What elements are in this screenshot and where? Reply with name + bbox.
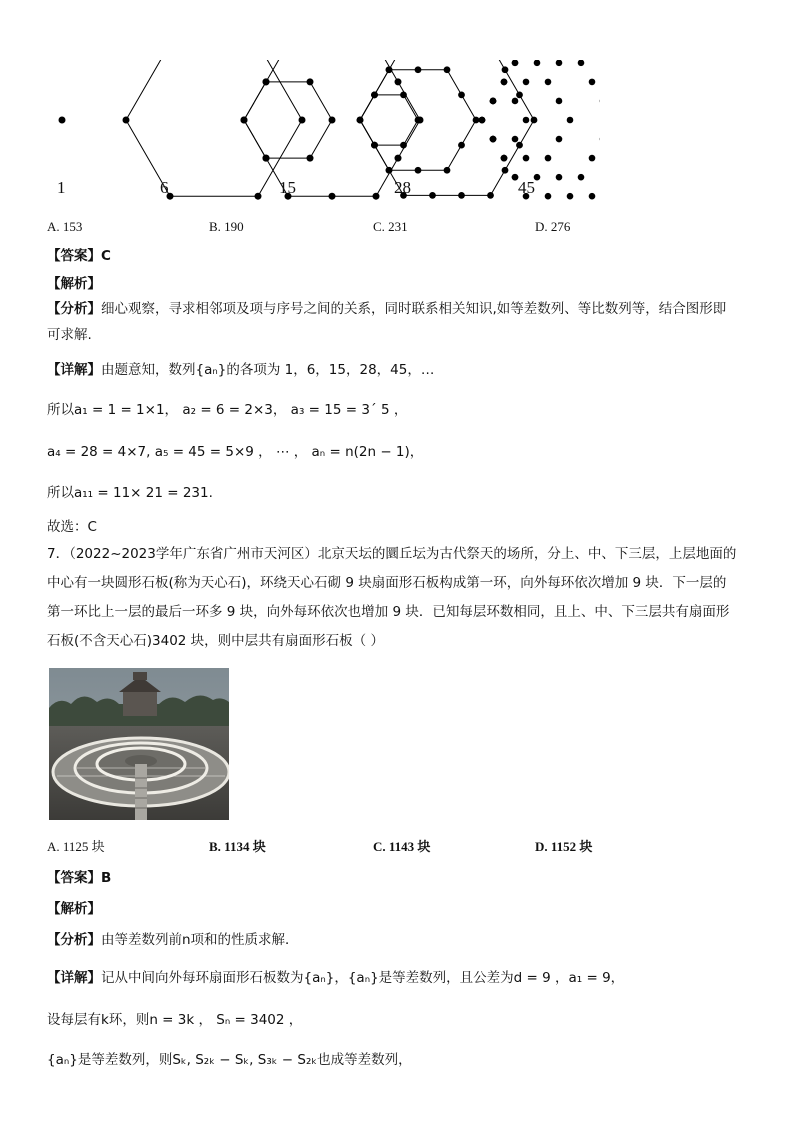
q7-detail-label: 【详解】 <box>47 970 101 986</box>
q6-fenxi-text2: 可求解. <box>47 327 92 343</box>
figure-label-28: 28 <box>394 178 411 197</box>
q6-option-a: A. 153 <box>47 219 83 234</box>
figure-label-6: 6 <box>160 178 169 197</box>
pattern-dot <box>523 79 530 86</box>
pattern-dot <box>589 155 596 162</box>
hexagonal-numbers-figure <box>40 60 600 200</box>
q7-stem-line3: 第一环比上一层的最后一环多 9 块，向外每环依次也增加 9 块．已知每层环数相同，且上、中、下三层共有扇面形 <box>47 604 730 620</box>
pattern-dot <box>59 117 66 124</box>
pattern-dot <box>567 117 574 124</box>
q7-analysis-heading: 【解析】 <box>47 901 101 917</box>
figure-label-15: 15 <box>279 178 296 197</box>
circular-mound-altar-photo <box>49 668 229 820</box>
pattern-dot <box>512 60 519 66</box>
pattern-dot <box>490 136 497 143</box>
q7-line-c: {aₙ}是等差数列，则Sₖ, S₂ₖ − Sₖ, S₃ₖ − S₂ₖ也成等差数列， <box>47 1052 412 1068</box>
q6-detail <box>47 358 434 378</box>
figure-label-1: 1 <box>57 178 66 197</box>
q6-fenxi <box>47 296 757 348</box>
pattern-dot <box>545 79 552 86</box>
q6-option-c: C. 231 <box>373 219 408 234</box>
q7-stem-line4: 石板(不含天心石)3402 块，则中层共有扇面形石板（ ） <box>47 633 384 649</box>
q6-fenxi-label: 【分析】 <box>47 301 101 317</box>
pattern-dot <box>556 136 563 143</box>
q7-stem-line2: 中心有一块圆形石板(称为天心石)，环绕天心石砌 9 块扇面形石板构成第一环，向外每环依次增加 9 块．下一层的 <box>47 575 727 591</box>
q7-option-b: B. 1134 块 <box>209 839 266 854</box>
q6-answer: 【答案】C <box>47 248 111 264</box>
pattern-dot <box>578 60 585 66</box>
pattern-dot <box>512 98 519 105</box>
hexagon-outline <box>244 60 420 196</box>
q7-option-a: A. 1125 块 <box>47 839 105 854</box>
pattern-dot <box>501 79 508 86</box>
pattern-dot <box>490 98 497 105</box>
pattern-dot <box>567 193 574 200</box>
pattern-dot <box>556 98 563 105</box>
q6-option-d: D. 276 <box>535 219 571 234</box>
hexagon-outline <box>244 82 332 158</box>
pattern-dot <box>556 174 563 181</box>
q6-analysis-heading: 【解析】 <box>47 276 101 292</box>
q6-detail-text: 由题意知，数列{aₙ}的各项为 1，6，15，28，45，… <box>101 362 435 378</box>
q6-line3: a₄ = 28 = 4×7, a₅ = 45 = 5×9 ， ⋯ ， aₙ = n(2n − 1)， <box>47 444 424 460</box>
pattern-dot <box>534 60 541 66</box>
figure-label-45: 45 <box>518 178 535 197</box>
pattern-dot <box>512 136 519 143</box>
q7-answer: 【答案】B <box>47 870 112 886</box>
pattern-dot <box>523 155 530 162</box>
q7-stem-line1: 7．（2022~2023学年广东省广州市天河区）北京天坛的圜丘坛为古代祭天的场所，分上、中、下三层，上层地面的 <box>47 546 737 562</box>
hexagon-outline <box>360 60 534 195</box>
pattern-dot <box>479 117 486 124</box>
q7-detail-text: 记从中间向外每环扇面形石板数为{aₙ}，{aₙ}是等差数列，且公差为d = 9 ，a₁ = 9， <box>101 970 625 986</box>
hexagon-outline <box>126 60 302 196</box>
q7-stem <box>47 540 767 656</box>
q6-option-b: B. 190 <box>209 219 244 234</box>
pattern-dot <box>501 155 508 162</box>
q6-line4: 所以a₁₁ = 11× 21 = 231. <box>47 485 213 501</box>
q7-fenxi-label: 【分析】 <box>47 932 101 948</box>
pattern-dot <box>523 117 530 124</box>
q7-option-c: C. 1143 块 <box>373 839 431 854</box>
q6-fenxi-text1: 细心观察，寻求相邻项及项与序号之间的关系，同时联系相关知识,如等差数列、等比数列等，结合图形即 <box>101 301 727 317</box>
q7-option-d: D. 1152 块 <box>535 839 593 854</box>
q7-detail <box>47 966 624 986</box>
q6-line2: 所以a₁ = 1 = 1×1， a₂ = 6 = 2×3， a₃ = 15 = 3´ 5 ， <box>47 402 408 418</box>
pattern-dot <box>589 79 596 86</box>
pattern-dot <box>589 193 596 200</box>
pattern-dot <box>545 155 552 162</box>
pattern-dot <box>545 193 552 200</box>
q7-fenxi-text: 由等差数列前n项和的性质求解． <box>101 932 299 948</box>
q7-fenxi <box>47 928 299 948</box>
pattern-dot <box>578 174 585 181</box>
q6-choice: 故选：C <box>47 519 97 535</box>
q6-detail-label: 【详解】 <box>47 362 101 378</box>
pattern-dot <box>556 60 563 66</box>
q7-line-b: 设每层有k环，则n = 3k ， Sₙ = 3402 ， <box>47 1012 303 1028</box>
